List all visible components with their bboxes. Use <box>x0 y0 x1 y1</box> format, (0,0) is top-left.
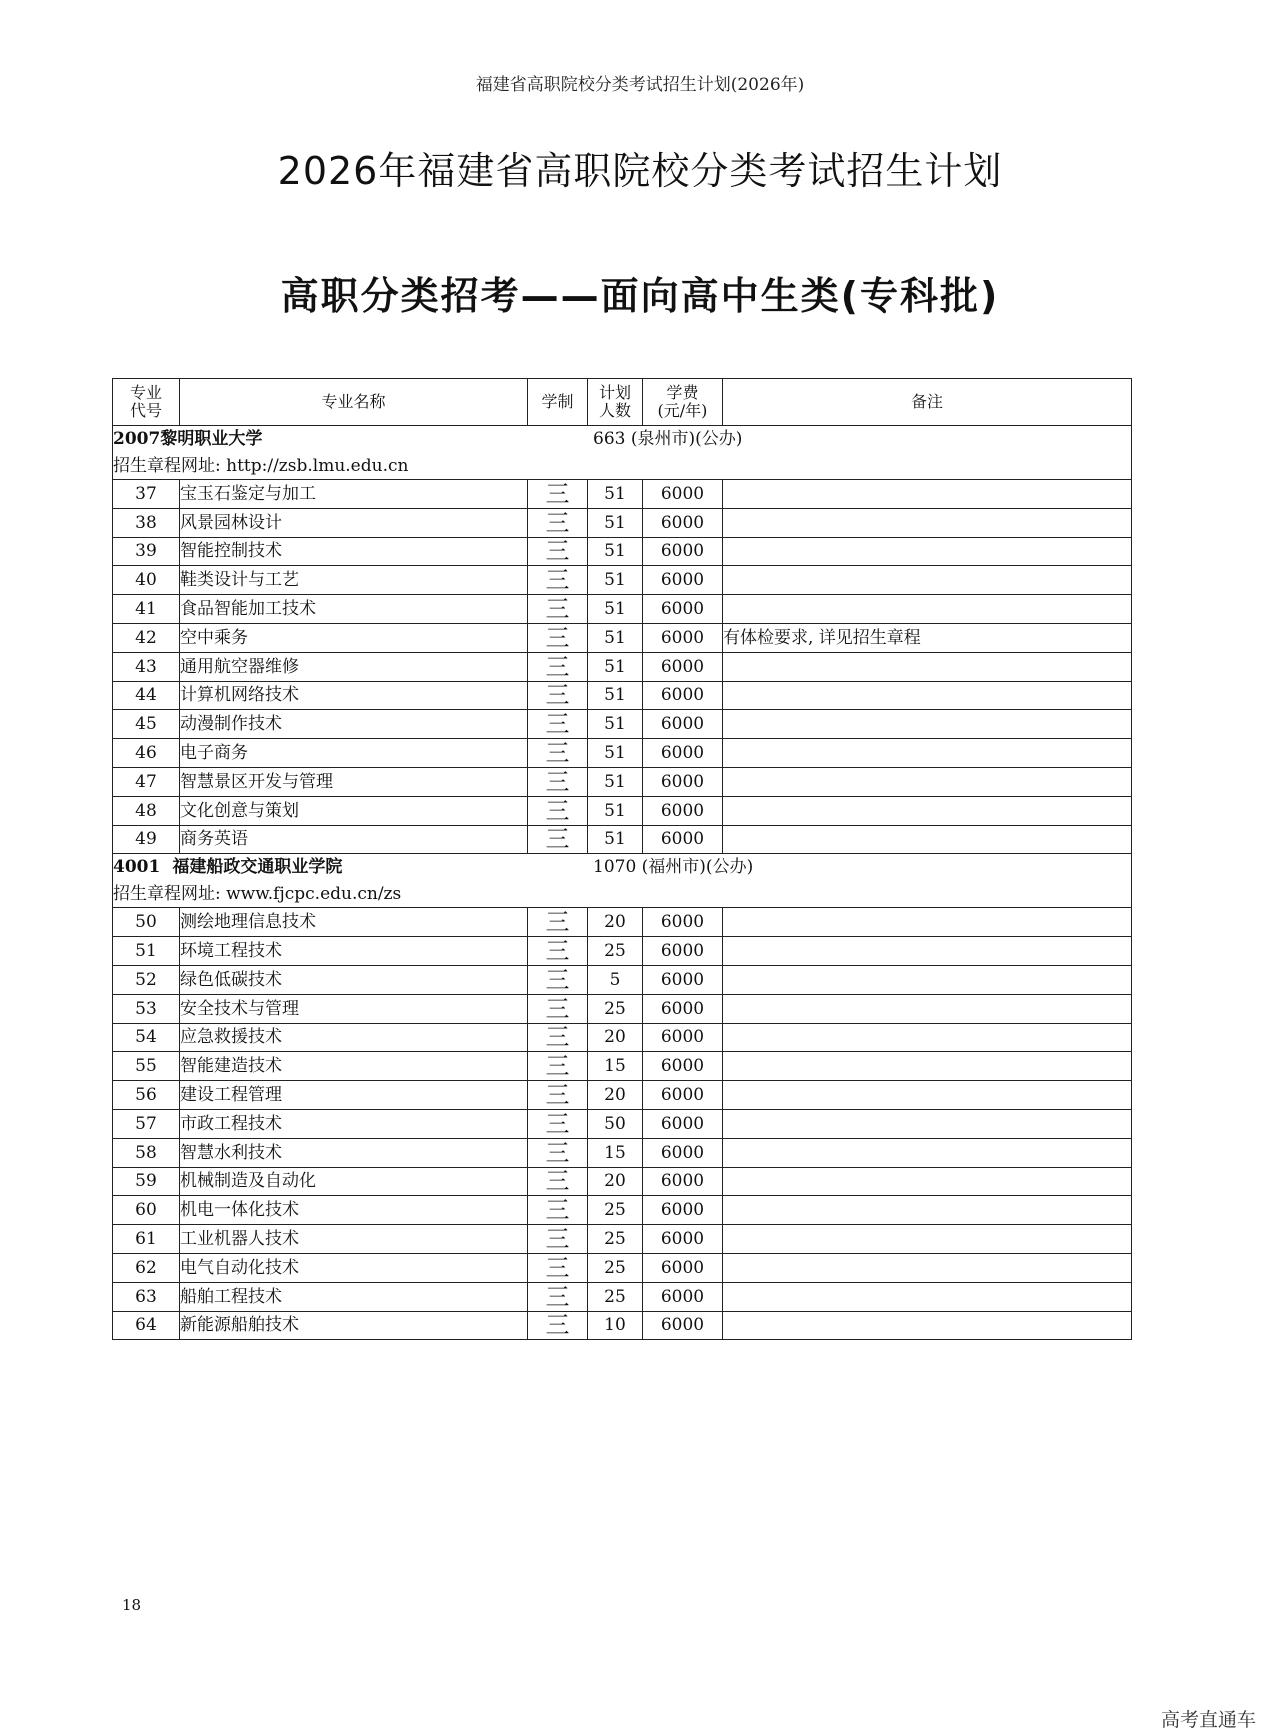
tuition-cell: 6000 <box>643 1138 723 1167</box>
school-heading <box>113 426 1131 453</box>
school-info <box>113 426 1132 480</box>
school-quota: 1070 <box>593 857 637 878</box>
major-code-cell: 45 <box>113 710 180 739</box>
major-name-cell: 机械制造及自动化 <box>180 1167 528 1196</box>
duration-cell: 三 <box>528 652 588 681</box>
plan-count-cell: 5 <box>588 965 643 994</box>
plan-count-cell: 51 <box>588 739 643 768</box>
plan-count-cell: 20 <box>588 1023 643 1052</box>
major-name-cell: 空中乘务 <box>180 623 528 652</box>
tuition-cell: 6000 <box>643 965 723 994</box>
header-fee: 学费 (元/年) <box>643 379 723 426</box>
plan-count-cell: 51 <box>588 508 643 537</box>
duration-cell: 三 <box>528 937 588 966</box>
school-row <box>113 426 1132 480</box>
plan-count-cell: 25 <box>588 1253 643 1282</box>
major-code-cell: 46 <box>113 739 180 768</box>
table-row <box>113 1081 1132 1110</box>
note-cell <box>723 595 1132 624</box>
major-name-cell: 通用航空器维修 <box>180 652 528 681</box>
tuition-cell: 6000 <box>643 623 723 652</box>
major-code-cell: 48 <box>113 796 180 825</box>
page-number: 18 <box>122 1596 142 1614</box>
table-row <box>113 825 1132 854</box>
plan-count-cell: 51 <box>588 652 643 681</box>
tuition-cell: 6000 <box>643 1052 723 1081</box>
major-code-cell: 38 <box>113 508 180 537</box>
note-cell <box>723 825 1132 854</box>
plan-count-cell: 51 <box>588 767 643 796</box>
major-name-cell: 电气自动化技术 <box>180 1253 528 1282</box>
note-cell <box>723 1253 1132 1282</box>
major-code-cell: 53 <box>113 994 180 1023</box>
major-code-cell: 54 <box>113 1023 180 1052</box>
table-row <box>113 508 1132 537</box>
tuition-cell: 6000 <box>643 480 723 509</box>
plan-count-cell: 25 <box>588 1196 643 1225</box>
table-row <box>113 652 1132 681</box>
tuition-cell: 6000 <box>643 710 723 739</box>
plan-count-cell: 51 <box>588 623 643 652</box>
tuition-cell: 6000 <box>643 796 723 825</box>
note-cell <box>723 710 1132 739</box>
plan-count-cell: 51 <box>588 595 643 624</box>
header-note: 备注 <box>723 379 1132 426</box>
duration-cell: 三 <box>528 1282 588 1311</box>
duration-cell: 三 <box>528 1196 588 1225</box>
major-code-cell: 44 <box>113 681 180 710</box>
page-title: 2026年福建省高职院校分类考试招生计划 <box>277 149 1003 193</box>
duration-cell: 三 <box>528 994 588 1023</box>
plan-count-cell: 20 <box>588 1081 643 1110</box>
major-code-cell: 43 <box>113 652 180 681</box>
note-cell <box>723 796 1132 825</box>
table-row <box>113 1052 1132 1081</box>
major-name-cell: 风景园林设计 <box>180 508 528 537</box>
school-location: (福州市)(公办) <box>641 857 754 878</box>
note-cell <box>723 908 1132 937</box>
school-row <box>113 854 1132 908</box>
major-code-cell: 47 <box>113 767 180 796</box>
school-quota: 663 <box>593 429 626 449</box>
note-cell <box>723 1081 1132 1110</box>
table-row <box>113 965 1132 994</box>
table-row <box>113 537 1132 566</box>
tuition-cell: 6000 <box>643 595 723 624</box>
tuition-cell: 6000 <box>643 1109 723 1138</box>
major-code-cell: 60 <box>113 1196 180 1225</box>
major-code-cell: 57 <box>113 1109 180 1138</box>
duration-cell: 三 <box>528 1109 588 1138</box>
note-cell <box>723 937 1132 966</box>
table-row <box>113 681 1132 710</box>
note-cell <box>723 994 1132 1023</box>
major-code-cell: 50 <box>113 908 180 937</box>
table-row <box>113 908 1132 937</box>
school-code: 2007 <box>113 429 161 449</box>
table-row <box>113 994 1132 1023</box>
tuition-cell: 6000 <box>643 681 723 710</box>
table-row <box>113 767 1132 796</box>
major-name-cell: 动漫制作技术 <box>180 710 528 739</box>
plan-count-cell: 15 <box>588 1052 643 1081</box>
table-row <box>113 595 1132 624</box>
note-cell <box>723 767 1132 796</box>
note-cell <box>723 1167 1132 1196</box>
plan-count-cell: 50 <box>588 1109 643 1138</box>
plan-count-cell: 20 <box>588 908 643 937</box>
major-name-cell: 安全技术与管理 <box>180 994 528 1023</box>
table-row <box>113 1167 1132 1196</box>
major-code-cell: 56 <box>113 1081 180 1110</box>
school-name: 福建船政交通职业学院 <box>172 857 343 878</box>
plan-count-cell: 25 <box>588 1282 643 1311</box>
major-code-cell: 59 <box>113 1167 180 1196</box>
major-name-cell: 环境工程技术 <box>180 937 528 966</box>
major-name-cell: 新能源船舶技术 <box>180 1311 528 1340</box>
table-row <box>113 1253 1132 1282</box>
school-name: 黎明职业大学 <box>160 429 263 449</box>
tuition-cell: 6000 <box>643 1167 723 1196</box>
plan-count-cell: 51 <box>588 825 643 854</box>
major-name-cell: 绿色低碳技术 <box>180 965 528 994</box>
duration-cell: 三 <box>528 566 588 595</box>
note-cell: 有体检要求, 详见招生章程 <box>723 623 1132 652</box>
header-plan: 计划 人数 <box>588 379 643 426</box>
tuition-cell: 6000 <box>643 908 723 937</box>
note-cell <box>723 508 1132 537</box>
header-duration: 学制 <box>528 379 588 426</box>
duration-cell: 三 <box>528 710 588 739</box>
school-url: 招生章程网址: www.fjcpc.edu.cn/zs <box>113 884 402 905</box>
note-cell <box>723 1282 1132 1311</box>
major-name-cell: 测绘地理信息技术 <box>180 908 528 937</box>
note-cell <box>723 480 1132 509</box>
duration-cell: 三 <box>528 1311 588 1340</box>
school-heading <box>113 854 1131 881</box>
tuition-cell: 6000 <box>643 652 723 681</box>
table-row <box>113 1138 1132 1167</box>
duration-cell: 三 <box>528 1225 588 1254</box>
major-code-cell: 49 <box>113 825 180 854</box>
note-cell <box>723 1109 1132 1138</box>
major-code-cell: 42 <box>113 623 180 652</box>
tuition-cell: 6000 <box>643 1081 723 1110</box>
major-name-cell: 计算机网络技术 <box>180 681 528 710</box>
major-code-cell: 58 <box>113 1138 180 1167</box>
major-name-cell: 电子商务 <box>180 739 528 768</box>
tuition-cell: 6000 <box>643 566 723 595</box>
header-name: 专业名称 <box>180 379 528 426</box>
page-subtitle: 高职分类招考——面向高中生类(专科批) <box>280 274 1000 318</box>
duration-cell: 三 <box>528 480 588 509</box>
plan-count-cell: 20 <box>588 1167 643 1196</box>
duration-cell: 三 <box>528 508 588 537</box>
table-row <box>113 710 1132 739</box>
plan-count-cell: 51 <box>588 537 643 566</box>
duration-cell: 三 <box>528 1167 588 1196</box>
duration-cell: 三 <box>528 965 588 994</box>
major-name-cell: 文化创意与策划 <box>180 796 528 825</box>
plan-count-cell: 25 <box>588 994 643 1023</box>
duration-cell: 三 <box>528 537 588 566</box>
note-cell <box>723 1138 1132 1167</box>
table-row <box>113 1196 1132 1225</box>
duration-cell: 三 <box>528 796 588 825</box>
plan-count-cell: 25 <box>588 1225 643 1254</box>
table-row <box>113 566 1132 595</box>
note-cell <box>723 1023 1132 1052</box>
plan-count-cell: 51 <box>588 710 643 739</box>
tuition-cell: 6000 <box>643 1196 723 1225</box>
major-code-cell: 62 <box>113 1253 180 1282</box>
table-row <box>113 1109 1132 1138</box>
plan-count-cell: 51 <box>588 681 643 710</box>
duration-cell: 三 <box>528 1081 588 1110</box>
major-name-cell: 机电一体化技术 <box>180 1196 528 1225</box>
duration-cell: 三 <box>528 595 588 624</box>
duration-cell: 三 <box>528 1052 588 1081</box>
note-cell <box>723 652 1132 681</box>
note-cell <box>723 537 1132 566</box>
tuition-cell: 6000 <box>643 1282 723 1311</box>
watermark-text: 高考直通车 <box>1160 1709 1256 1731</box>
tuition-cell: 6000 <box>643 739 723 768</box>
table-row <box>113 796 1132 825</box>
tuition-cell: 6000 <box>643 1253 723 1282</box>
tuition-cell: 6000 <box>643 1311 723 1340</box>
major-name-cell: 工业机器人技术 <box>180 1225 528 1254</box>
note-cell <box>723 1225 1132 1254</box>
major-name-cell: 智慧景区开发与管理 <box>180 767 528 796</box>
major-name-cell: 宝玉石鉴定与加工 <box>180 480 528 509</box>
plan-count-cell: 15 <box>588 1138 643 1167</box>
header-code: 专业 代号 <box>113 379 180 426</box>
major-name-cell: 智能建造技术 <box>180 1052 528 1081</box>
plan-count-cell: 51 <box>588 796 643 825</box>
plan-count-cell: 51 <box>588 566 643 595</box>
major-code-cell: 52 <box>113 965 180 994</box>
major-name-cell: 应急救援技术 <box>180 1023 528 1052</box>
table-row <box>113 1225 1132 1254</box>
major-code-cell: 55 <box>113 1052 180 1081</box>
school-code: 4001 <box>113 857 161 878</box>
note-cell <box>723 681 1132 710</box>
major-name-cell: 建设工程管理 <box>180 1081 528 1110</box>
major-code-cell: 51 <box>113 937 180 966</box>
note-cell <box>723 1311 1132 1340</box>
school-location: (泉州市)(公办) <box>630 429 743 449</box>
major-name-cell: 食品智能加工技术 <box>180 595 528 624</box>
duration-cell: 三 <box>528 1023 588 1052</box>
table-row <box>113 937 1132 966</box>
tuition-cell: 6000 <box>643 994 723 1023</box>
table-row <box>113 1023 1132 1052</box>
running-header: 福建省高职院校分类考试招生计划(2026年) <box>475 75 805 95</box>
note-cell <box>723 1196 1132 1225</box>
major-name-cell: 鞋类设计与工艺 <box>180 566 528 595</box>
plan-count-cell: 25 <box>588 937 643 966</box>
table-row <box>113 739 1132 768</box>
major-name-cell: 市政工程技术 <box>180 1109 528 1138</box>
duration-cell: 三 <box>528 908 588 937</box>
duration-cell: 三 <box>528 767 588 796</box>
school-url: 招生章程网址: http://zsb.lmu.edu.cn <box>113 456 409 476</box>
tuition-cell: 6000 <box>643 508 723 537</box>
major-code-cell: 41 <box>113 595 180 624</box>
major-name-cell: 船舶工程技术 <box>180 1282 528 1311</box>
major-code-cell: 63 <box>113 1282 180 1311</box>
plan-count-cell: 10 <box>588 1311 643 1340</box>
major-code-cell: 64 <box>113 1311 180 1340</box>
tuition-cell: 6000 <box>643 825 723 854</box>
tuition-cell: 6000 <box>643 937 723 966</box>
duration-cell: 三 <box>528 1138 588 1167</box>
plan-count-cell: 51 <box>588 480 643 509</box>
note-cell <box>723 739 1132 768</box>
note-cell <box>723 965 1132 994</box>
duration-cell: 三 <box>528 1253 588 1282</box>
note-cell <box>723 566 1132 595</box>
tuition-cell: 6000 <box>643 1225 723 1254</box>
major-name-cell: 智能控制技术 <box>180 537 528 566</box>
major-name-cell: 商务英语 <box>180 825 528 854</box>
tuition-cell: 6000 <box>643 1023 723 1052</box>
major-name-cell: 智慧水利技术 <box>180 1138 528 1167</box>
table-body <box>113 426 1132 1340</box>
table-row <box>113 1311 1132 1340</box>
duration-cell: 三 <box>528 739 588 768</box>
duration-cell: 三 <box>528 623 588 652</box>
major-code-cell: 61 <box>113 1225 180 1254</box>
duration-cell: 三 <box>528 681 588 710</box>
school-info <box>113 854 1132 908</box>
enrollment-plan-table <box>112 378 1132 1340</box>
note-cell <box>723 1052 1132 1081</box>
tuition-cell: 6000 <box>643 537 723 566</box>
major-code-cell: 40 <box>113 566 180 595</box>
duration-cell: 三 <box>528 825 588 854</box>
table-header-row <box>113 379 1132 426</box>
table-row <box>113 623 1132 652</box>
table-row <box>113 480 1132 509</box>
major-code-cell: 37 <box>113 480 180 509</box>
tuition-cell: 6000 <box>643 767 723 796</box>
major-code-cell: 39 <box>113 537 180 566</box>
table-row <box>113 1282 1132 1311</box>
